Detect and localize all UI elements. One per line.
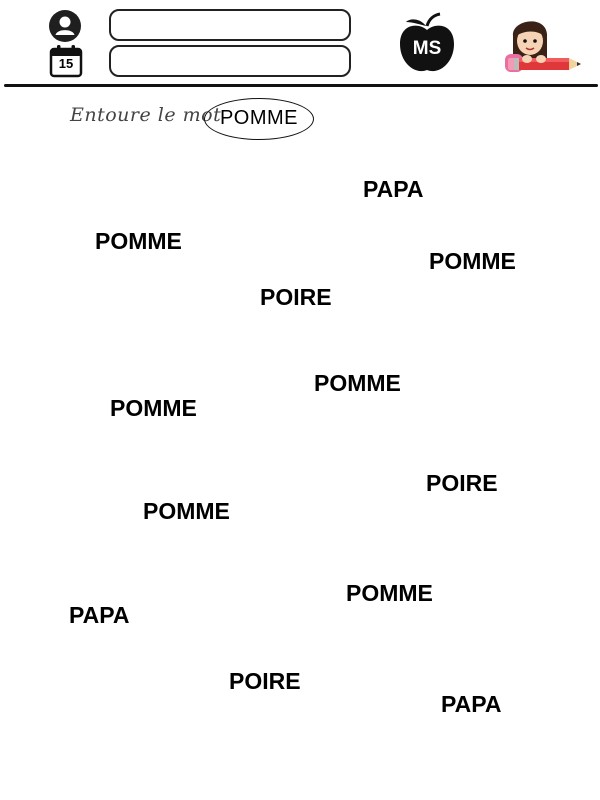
user-icon bbox=[49, 10, 81, 42]
target-word-oval bbox=[204, 98, 314, 140]
word-item[interactable]: POMME bbox=[95, 228, 182, 254]
word-item[interactable]: POMME bbox=[143, 498, 230, 524]
word-item[interactable]: PAPA bbox=[363, 176, 424, 202]
header-divider bbox=[4, 84, 598, 87]
word-item[interactable]: PAPA bbox=[69, 602, 130, 628]
word-item[interactable]: POMME bbox=[429, 248, 516, 274]
word-item[interactable]: PAPA bbox=[441, 691, 502, 717]
date-field[interactable] bbox=[109, 45, 351, 77]
word-item[interactable]: POIRE bbox=[260, 284, 332, 310]
word-item[interactable]: POIRE bbox=[229, 668, 301, 694]
apple-icon bbox=[396, 12, 458, 76]
word-item[interactable]: POMME bbox=[110, 395, 197, 421]
instruction-text: Entoure le mot bbox=[70, 104, 222, 126]
level-badge: MS bbox=[412, 38, 442, 59]
girl-with-pencil-illustration bbox=[505, 14, 585, 76]
word-item[interactable]: POMME bbox=[314, 370, 401, 396]
calendar-icon bbox=[49, 44, 83, 78]
word-item[interactable]: POIRE bbox=[426, 470, 498, 496]
word-item[interactable]: POMME bbox=[346, 580, 433, 606]
calendar-day: 15 bbox=[58, 56, 74, 71]
name-field[interactable] bbox=[109, 9, 351, 41]
worksheet-header bbox=[0, 0, 600, 95]
target-word: POMME bbox=[219, 107, 299, 129]
